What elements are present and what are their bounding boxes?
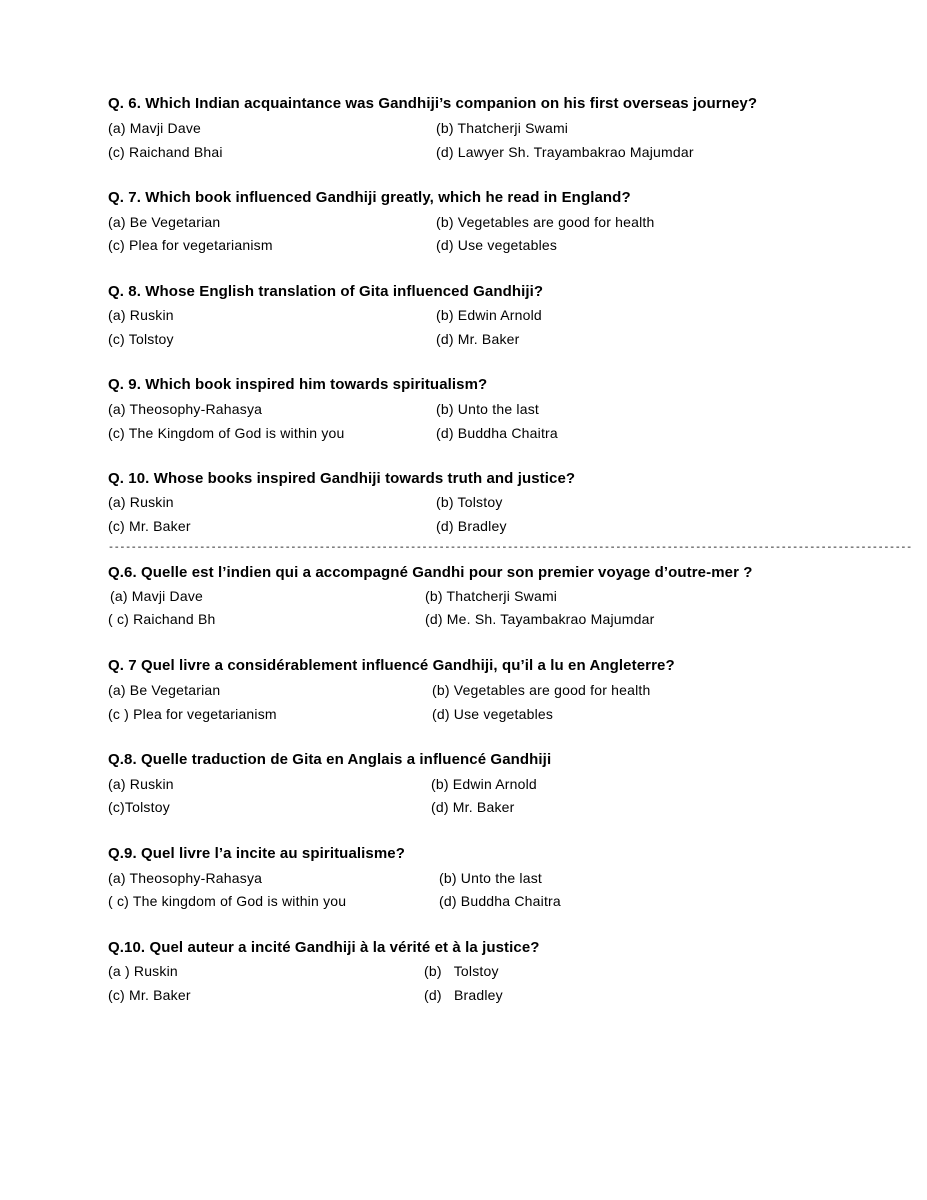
question-text: Q.9. Quel livre l’a incite au spiritualisme?: [108, 845, 406, 862]
option-d: (d) Buddha Chaitra: [439, 893, 561, 909]
option-c: ( c) The kingdom of God is within you: [108, 893, 347, 909]
option-d: (d) Bradley: [436, 518, 507, 534]
option-a: (a) Be Vegetarian: [108, 214, 221, 230]
question-text: Q. 10. Whose books inspired Gandhiji towards truth and justice?: [108, 470, 576, 487]
option-b: (b) Unto the last: [439, 870, 542, 886]
question-text: Q. 9. Which book inspired him towards spiritualism?: [108, 376, 488, 393]
option-b: (b) Edwin Arnold: [436, 307, 542, 323]
option-a: (a ) Ruskin: [108, 963, 178, 979]
option-a: (a) Be Vegetarian: [108, 682, 221, 698]
question-text: Q.6. Quelle est l’indien qui a accompagné Gandhi pour son premier voyage d’outre-mer ?: [108, 564, 753, 581]
option-c: (c)Tolstoy: [108, 799, 170, 815]
option-b: (b) Unto the last: [436, 401, 539, 417]
option-c: ( c) Raichand Bh: [108, 611, 216, 627]
option-a: (a) Theosophy-Rahasya: [108, 870, 263, 886]
option-a: (a) Mavji Dave: [108, 120, 202, 136]
option-d: (d) Use vegetables: [432, 706, 554, 722]
option-d: (d) Use vegetables: [436, 237, 558, 253]
option-b: (b) Thatcherji Swami: [425, 588, 558, 604]
option-a: (a) Ruskin: [108, 494, 174, 510]
question-text: Q.10. Quel auteur a incité Gandhiji à la vérité et à la justice?: [108, 939, 540, 956]
option-c: (c) Raichand Bhai: [108, 144, 223, 160]
question-text: Q. 7. Which book influenced Gandhiji greatly, which he read in England?: [108, 189, 631, 206]
option-b: (b) Vegetables are good for health: [432, 682, 651, 698]
option-d: (d) Buddha Chaitra: [436, 425, 558, 441]
option-a: (a) Mavji Dave: [110, 588, 204, 604]
option-c: (c) The Kingdom of God is within you: [108, 425, 345, 441]
option-b: (b) Tolstoy: [436, 494, 503, 510]
option-a: (a) Theosophy-Rahasya: [108, 401, 263, 417]
option-c: (c) Mr. Baker: [108, 987, 191, 1003]
option-d: (d) Me. Sh. Tayambakrao Majumdar: [425, 611, 655, 627]
option-c: (c) Plea for vegetarianism: [108, 237, 273, 253]
option-c: (c ) Plea for vegetarianism: [108, 706, 277, 722]
section-divider: ---------------------------------------------------------------------------------------------------------------------------------------------: [108, 543, 912, 554]
option-b: (b) Vegetables are good for health: [436, 214, 655, 230]
option-a: (a) Ruskin: [108, 307, 174, 323]
question-text: Q. 8. Whose English translation of Gita influenced Gandhiji?: [108, 283, 544, 300]
option-d: (d) Mr. Baker: [436, 331, 520, 347]
option-b: (b) Edwin Arnold: [431, 776, 537, 792]
option-b: (b) Thatcherji Swami: [436, 120, 569, 136]
question-text: Q.8. Quelle traduction de Gita en Anglais a influencé Gandhiji: [108, 751, 552, 768]
option-c: (c) Tolstoy: [108, 331, 174, 347]
option-a: (a) Ruskin: [108, 776, 174, 792]
option-d: (d) Bradley: [424, 987, 503, 1003]
option-c: (c) Mr. Baker: [108, 518, 191, 534]
option-b: (b) Tolstoy: [424, 963, 499, 979]
question-text: Q. 7 Quel livre a considérablement influencé Gandhiji, qu’il a lu en Angleterre?: [108, 657, 675, 674]
question-text: Q. 6. Which Indian acquaintance was Gandhiji’s companion on his first overseas journey?: [108, 95, 758, 112]
option-d: (d) Mr. Baker: [431, 799, 515, 815]
option-d: (d) Lawyer Sh. Trayambakrao Majumdar: [436, 144, 694, 160]
